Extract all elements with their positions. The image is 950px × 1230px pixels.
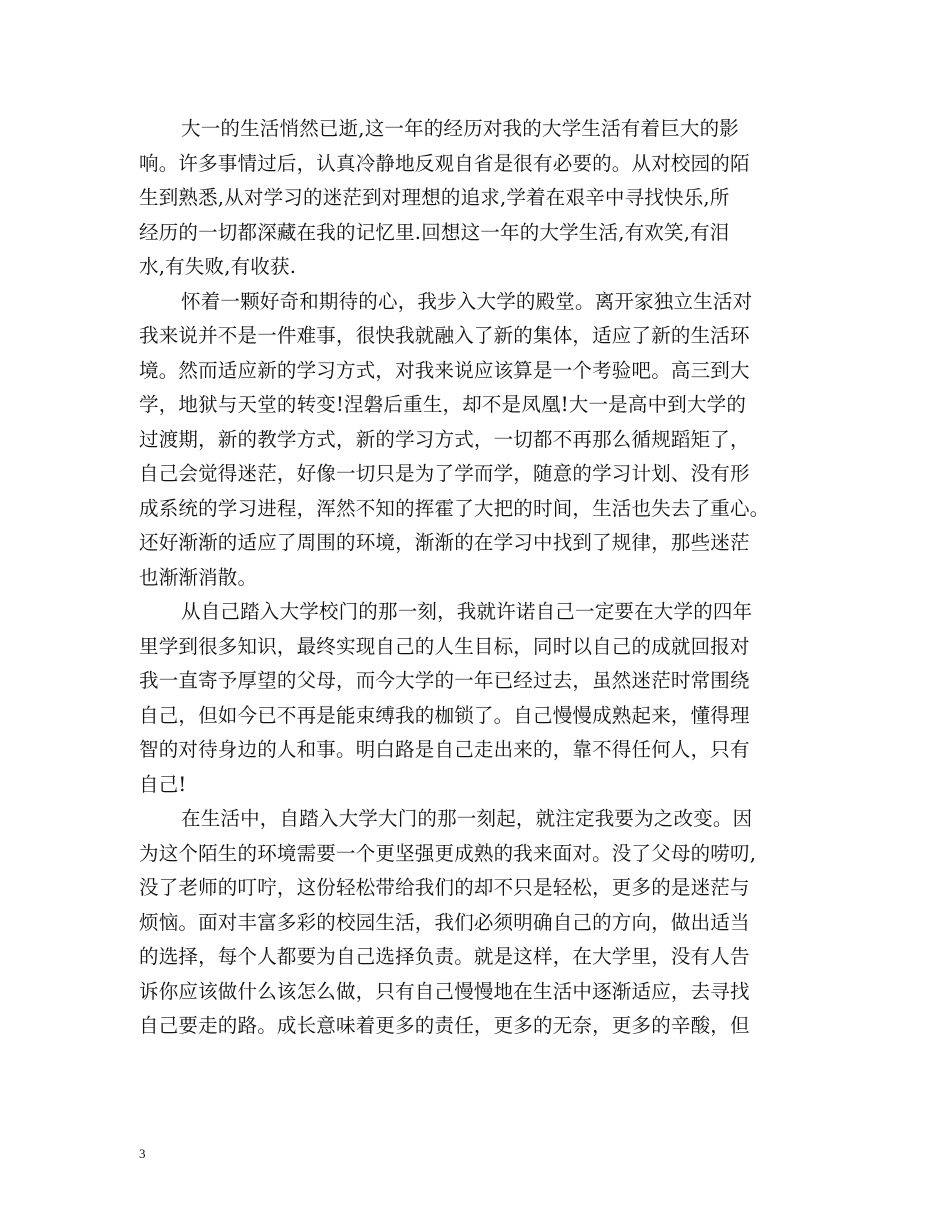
text-line: 自己! bbox=[139, 772, 187, 796]
text-line: 智的对待身边的人和事。明白路是自己走出来的，靠不得任何人，只有 bbox=[139, 738, 750, 761]
paragraph-first-line: 怀着一颗好奇和期待的心，我步入大学的殿堂。离开家独立生活对 bbox=[181, 289, 753, 313]
text-line: 里学到很多知识，最终实现自己的人生目标，同时以自己的成就回报对 bbox=[139, 634, 750, 658]
text-line: 学，地狱与天堂的转变!涅磐后重生，却不是凤凰!大一是高中到大学的 bbox=[139, 393, 747, 416]
body-text bbox=[139, 112, 815, 1044]
text-line: 成系统的学习进程，浑然不知的挥霍了大把的时间，生活也失去了重心。 bbox=[139, 496, 770, 520]
text-line: 过渡期，新的教学方式，新的学习方式，一切都不再那么循规蹈矩了， bbox=[139, 427, 750, 451]
text-line: 我一直寄予厚望的父母，而今大学的一年已经过去，虽然迷茫时常围绕 bbox=[139, 669, 750, 692]
paragraph-first-line: 从自己踏入大学校门的那一刻，我就许诺自己一定要在大学的四年 bbox=[181, 600, 753, 623]
text-line: 没了老师的叮咛，这份轻松带给我们的却不只是轻松，更多的是迷茫与 bbox=[139, 876, 750, 899]
paragraph-first-line: 在生活中，自踏入大学大门的那一刻起，就注定我要为之改变。因 bbox=[181, 807, 753, 830]
text-line: 自己，但如今已不再是能束缚我的枷锁了。自己慢慢成熟起来，懂得理 bbox=[139, 703, 750, 727]
text-line: 响。许多事情过后，认真冷静地反观自省是很有必要的。从对校园的陌 bbox=[139, 151, 750, 175]
text-line: 也渐渐消散。 bbox=[139, 565, 258, 589]
text-line: 经历的一切都深藏在我的记忆里.回想这一年的大学生活,有欢笑,有泪 bbox=[139, 220, 730, 244]
page-number: 3 bbox=[139, 1146, 146, 1161]
text-line: 自己会觉得迷茫，好像一切只是为了学而学，随意的学习计划、没有形 bbox=[139, 462, 750, 485]
text-line: 境。然而适应新的学习方式，对我来说应该算是一个考验吧。高三到大 bbox=[139, 358, 750, 382]
text-line: 生到熟悉,从对学习的迷茫到对理想的追求,学着在艰辛中寻找快乐,所 bbox=[139, 186, 730, 209]
text-line: 烦恼。面对丰富多彩的校园生活，我们必须明确自己的方向，做出适当 bbox=[139, 910, 750, 934]
text-line: 还好渐渐的适应了周围的环境，渐渐的在学习中找到了规律，那些迷茫 bbox=[139, 531, 750, 554]
paragraph-first-line: 大一的生活悄然已逝,这一年的经历对我的大学生活有着巨大的影 bbox=[181, 117, 739, 140]
text-line: 我来说并不是一件难事，很快我就融入了新的集体，适应了新的生活环 bbox=[139, 324, 750, 347]
text-line: 自己要走的路。成长意味着更多的责任，更多的无奈，更多的辛酸，但 bbox=[139, 1014, 750, 1037]
text-line: 水,有失败,有收获. bbox=[139, 255, 297, 278]
text-line: 为这个陌生的环境需要一个更坚强更成熟的我来面对。没了父母的唠叨, bbox=[139, 841, 757, 865]
text-line: 诉你应该做什么该怎么做，只有自己慢慢地在生活中逐渐适应，去寻找 bbox=[139, 979, 750, 1003]
text-line: 的选择，每个人都要为自己选择负责。就是这样，在大学里，没有人告 bbox=[139, 945, 750, 968]
